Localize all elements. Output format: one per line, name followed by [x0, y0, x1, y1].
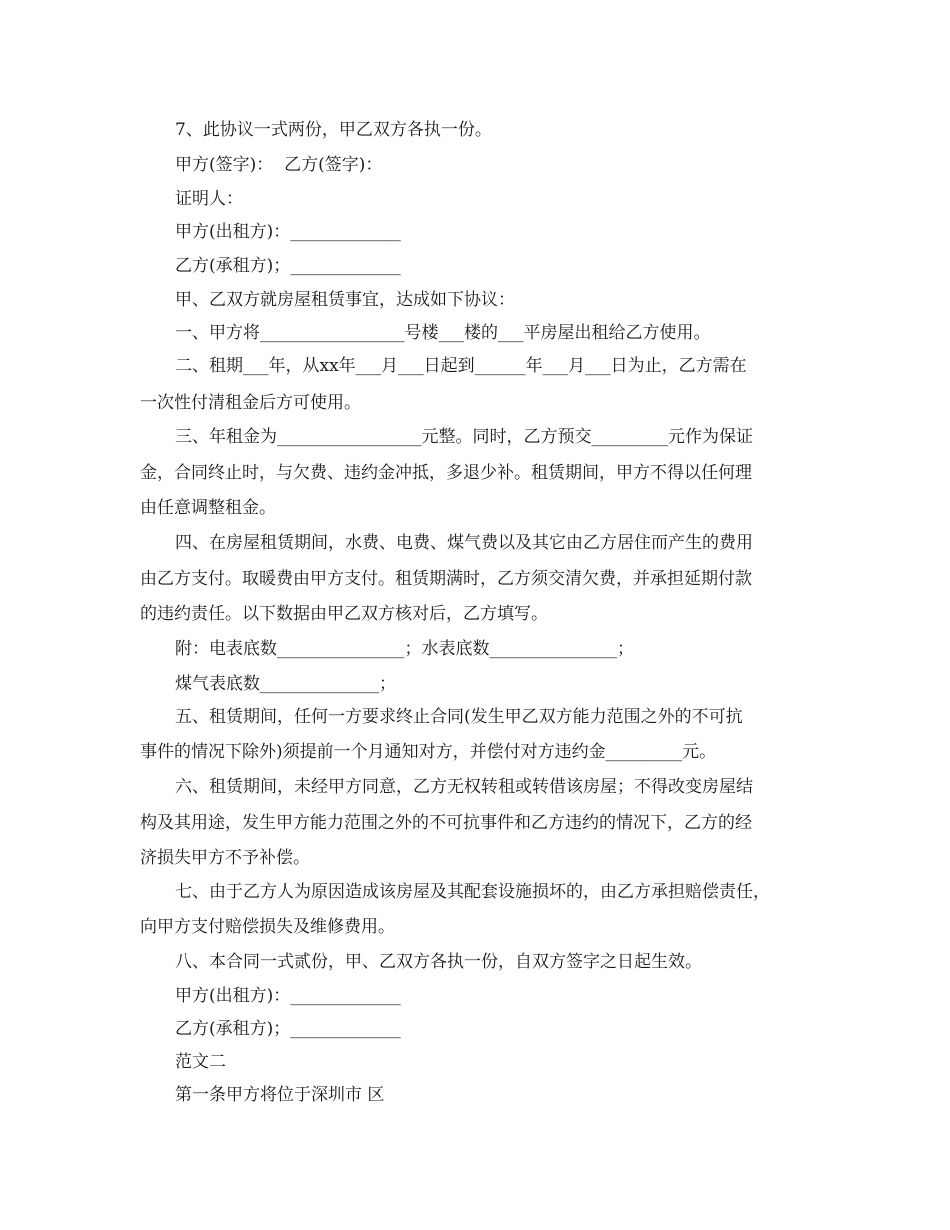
text-line: 证明人： — [175, 189, 243, 209]
text-line: 甲方(出租方)：_____________ — [175, 222, 401, 242]
text-line: 事件的情况下除外)须提前一个月通知对方，并偿付对方违约金_________元。 — [140, 742, 717, 762]
text-line: 向甲方支付赔偿损失及维修费用。 — [140, 917, 395, 937]
text-line: 七、由于乙方人为原因造成该房屋及其配套设施损坏的，由乙方承担赔偿责任， — [175, 882, 770, 902]
text-line: 构及其用途，发生甲方能力范围之外的不可抗事件和乙方违约的情况下，乙方的经 — [140, 813, 752, 833]
text-line: 五、租赁期间，任何一方要求终止合同(发生甲乙双方能力范围之外的不可抗 — [175, 707, 743, 727]
text-line: 7、此协议一式两份，甲乙双方各执一份。 — [175, 120, 492, 140]
text-line: 二、租期___年，从xx年___月___日起到______年___月___日为止，乙方需在 — [175, 356, 747, 376]
text-line: 六、租赁期间，未经甲方同意，乙方无权转租或转借该房屋；不得改变房屋结 — [175, 777, 753, 797]
text-line: 一、甲方将_________________号楼___楼的___平房屋出租给乙方使用。 — [175, 323, 711, 343]
text-line: 一次性付清租金后方可使用。 — [140, 393, 361, 413]
text-line: 三、年租金为_________________元整。同时，乙方预交_________元作为保证 — [175, 427, 753, 447]
section-heading: 范文二 — [175, 1052, 226, 1072]
text-line: 甲、乙双方就房屋租赁事宜，达成如下协议： — [175, 290, 515, 310]
text-line: 乙方(承租方)；_____________ — [175, 256, 401, 276]
text-line: 煤气表底数______________； — [175, 674, 396, 694]
text-line: 甲方(签字)： 乙方(签字)： — [175, 155, 383, 175]
text-line: 的违约责任。以下数据由甲乙双方核对后，乙方填写。 — [140, 604, 548, 624]
text-line: 八、本合同一式贰份，甲、乙双方各执一份，自双方签字之日起生效。 — [175, 952, 702, 972]
text-line: 附：电表底数_______________；水表底数_______________； — [175, 639, 634, 659]
text-line: 金，合同终止时，与欠费、违约金冲抵，多退少补。租赁期间，甲方不得以任何理 — [140, 463, 752, 483]
text-line: 由任意调整租金。 — [140, 498, 276, 518]
text-line: 由乙方支付。取暖费由甲方支付。租赁期满时，乙方须交清欠费，并承担延期付款 — [140, 569, 752, 589]
text-line: 济损失甲方不予补偿。 — [140, 848, 310, 868]
text-line: 乙方(承租方)；_____________ — [175, 1019, 401, 1039]
text-line: 四、在房屋租赁期间，水费、电费、煤气费以及其它由乙方居住而产生的费用 — [175, 533, 753, 553]
text-line: 第一条甲方将位于深圳市 区 — [175, 1085, 385, 1105]
text-line: 甲方(出租方)：_____________ — [175, 986, 401, 1006]
